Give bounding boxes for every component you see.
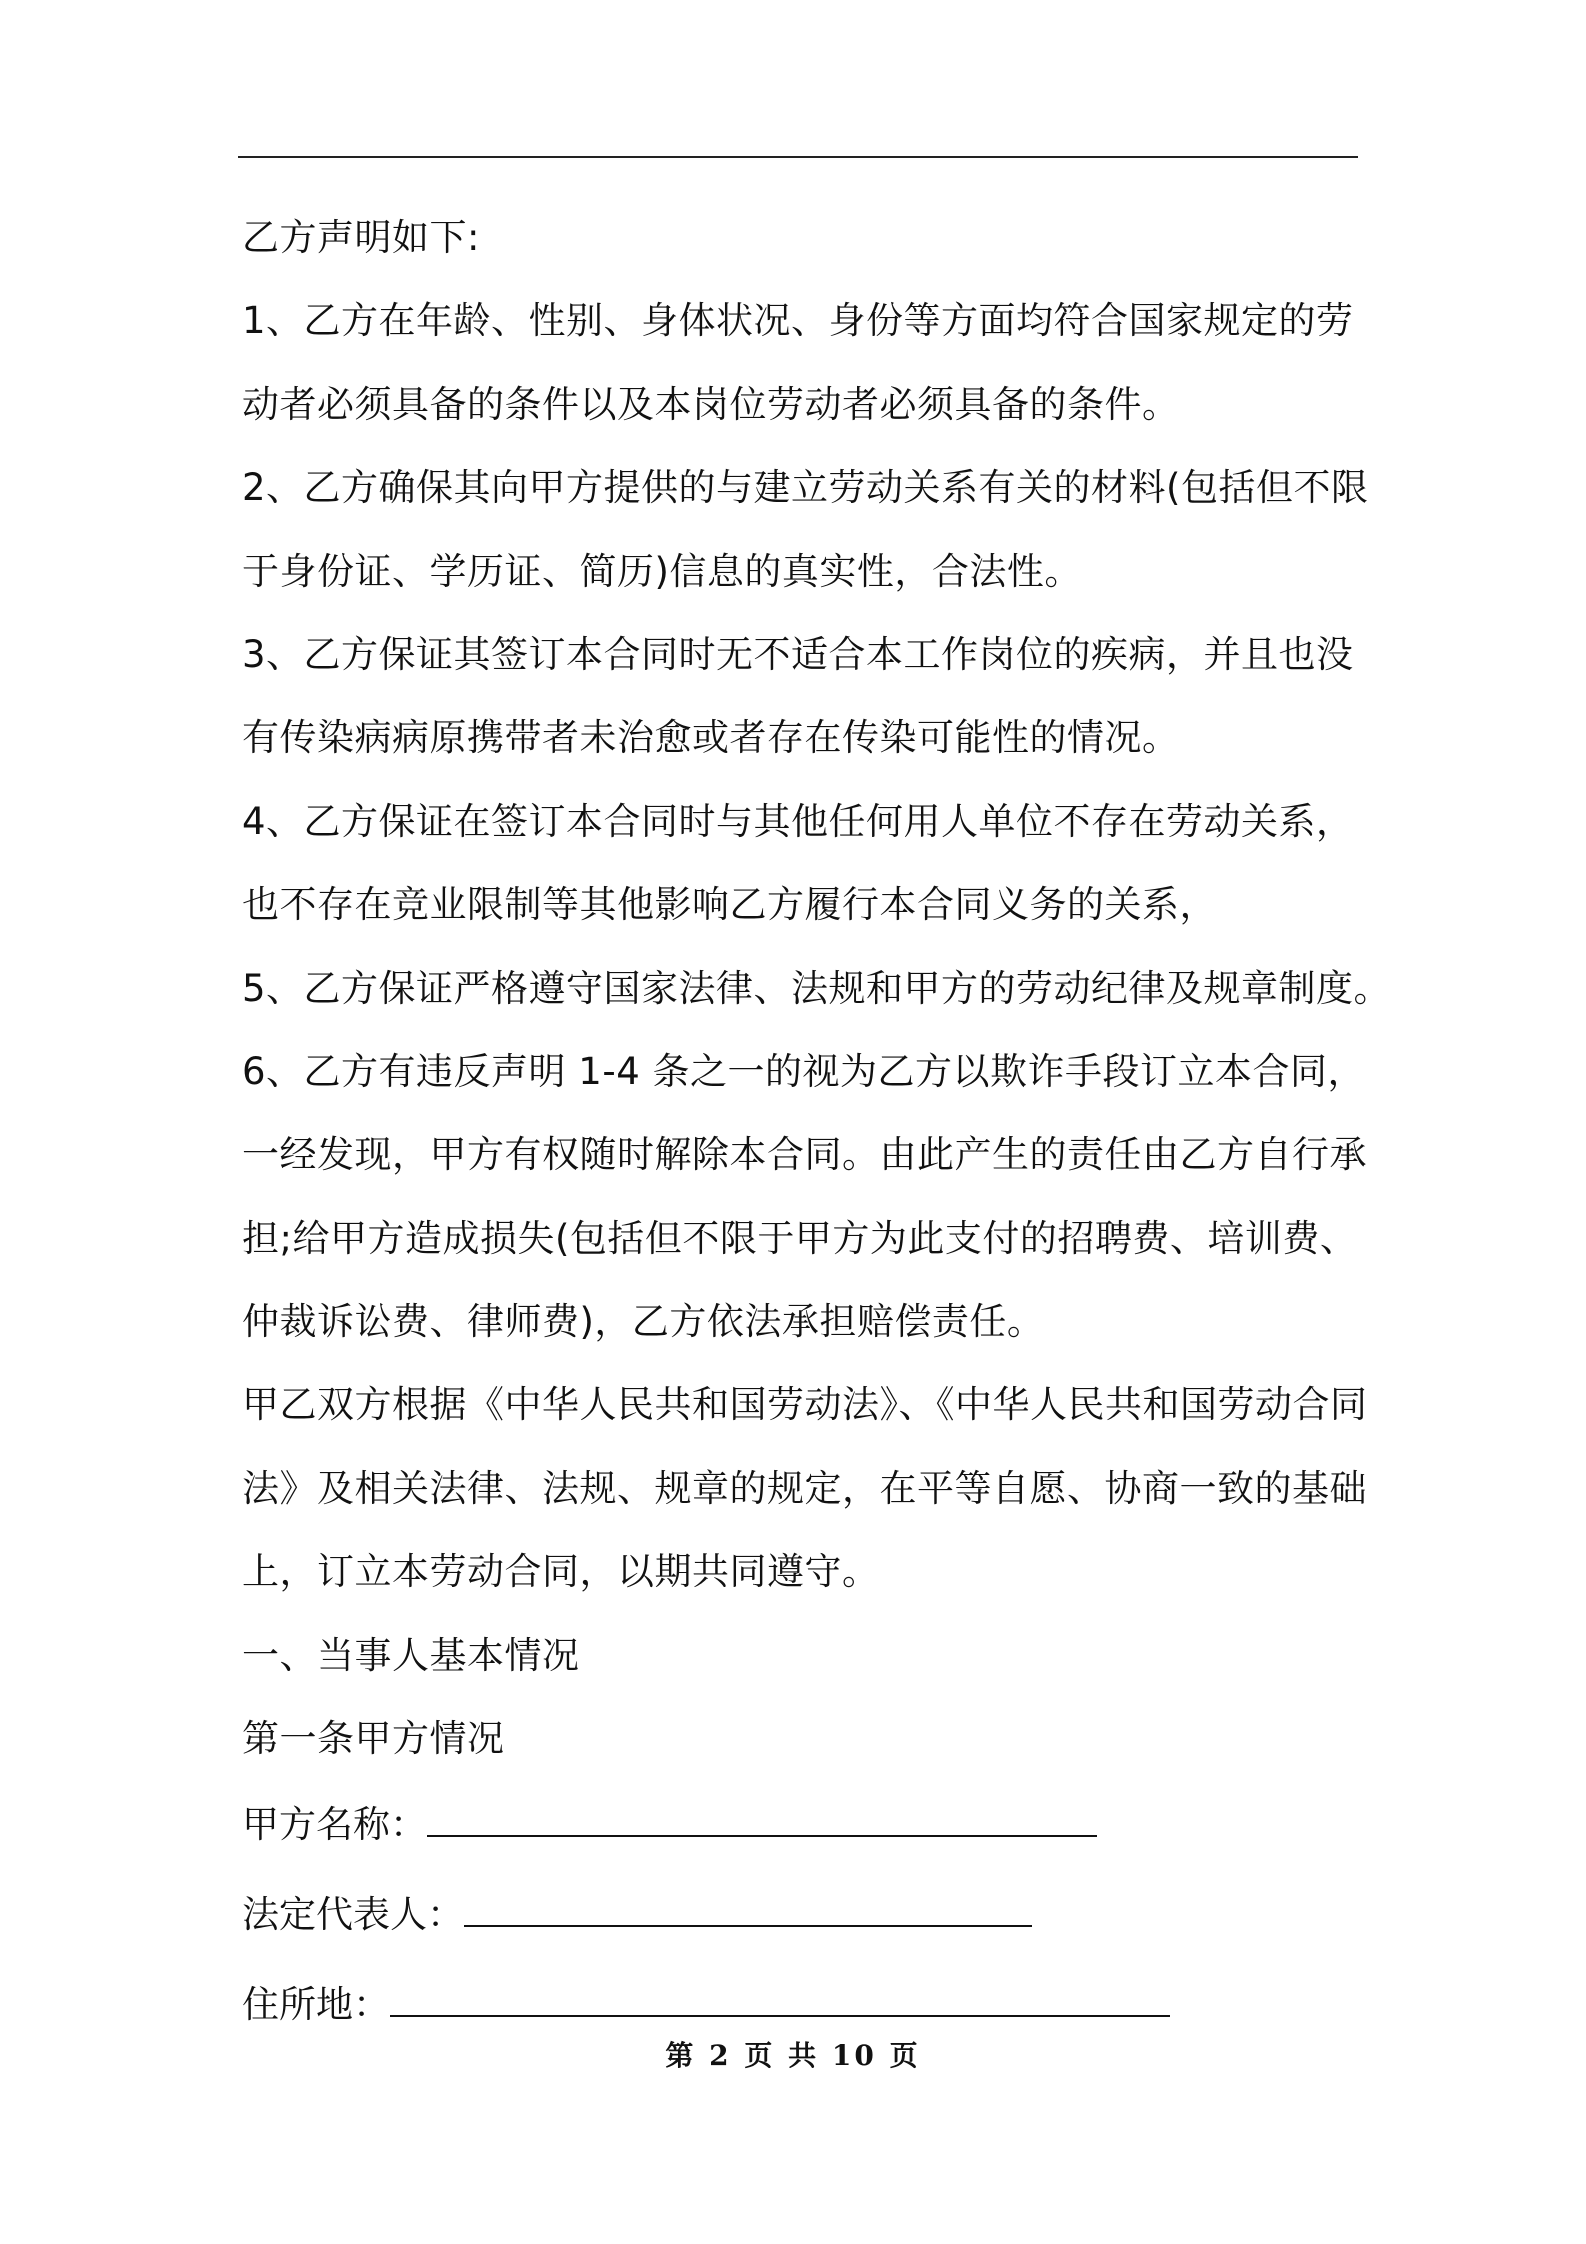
page-number: 第 2 页 共 10 页 (665, 2039, 921, 2072)
clause-6-line-3: 担;给甲方造成损失(包括但不限于甲方为此支付的招聘费、培训费、 (242, 1216, 1358, 1260)
legal-rep-row (242, 1870, 1372, 1960)
clause-1-line-1: 1、乙方在年龄、性别、身体状况、身份等方面均符合国家规定的劳 (242, 299, 1354, 343)
party-a-name-row (242, 1780, 1372, 1870)
clause-6-line-2: 一经发现，甲方有权随时解除本合同。由此产生的责任由乙方自行承 (242, 1133, 1367, 1177)
clause-6-line-4: 仲裁诉讼费、律师费)，乙方依法承担赔偿责任。 (242, 1300, 1045, 1344)
header-rule (238, 156, 1358, 158)
clause-4-line-1: 4、乙方保证在签订本合同时与其他任何用人单位不存在劳动关系， (242, 799, 1354, 843)
clause-3-line-2: 有传染病病原携带者未治愈或者存在传染可能性的情况。 (242, 716, 1180, 760)
clause-2-line-1: 2、乙方确保其向甲方提供的与建立劳动关系有关的材料(包括但不限 (242, 466, 1369, 510)
clause-2-line-2: 于身份证、学历证、简历)信息的真实性，合法性。 (242, 549, 1082, 593)
clause-1-line-2: 动者必须具备的条件以及本岗位劳动者必须具备的条件。 (242, 382, 1180, 426)
party-a-name-label: 甲方名称： (242, 1803, 427, 1847)
clause-5-line-1: 5、乙方保证严格遵守国家法律、法规和甲方的劳动纪律及规章制度。 (242, 966, 1392, 1010)
legal-rep-blank (464, 1895, 1032, 1927)
clause-3-line-1: 3、乙方保证其签订本合同时无不适合本工作岗位的疾病，并且也没 (242, 632, 1354, 676)
clause-6-line-1: 6、乙方有违反声明 1-4 条之一的视为乙方以欺诈手段订立本合同， (242, 1049, 1365, 1093)
legal-rep-label: 法定代表人： (242, 1893, 464, 1937)
preamble-line-2: 法》及相关法律、法规、规章的规定，在平等自愿、协商一致的基础 (242, 1466, 1367, 1510)
preamble-line-3: 上，订立本劳动合同，以期共同遵守。 (242, 1550, 880, 1594)
clause-4-line-2: 也不存在竞业限制等其他影响乙方履行本合同义务的关系， (242, 883, 1217, 927)
address-blank (390, 1985, 1170, 2017)
section-heading: 一、当事人基本情况 (242, 1633, 580, 1677)
address-label: 住所地： (242, 1983, 390, 2027)
declaration-heading: 乙方声明如下: (242, 216, 480, 259)
document-body (242, 196, 1392, 2050)
preamble-line-1: 甲乙双方根据《中华人民共和国劳动法》、《中华人民共和国劳动合同 (242, 1383, 1368, 1427)
article-heading: 第一条甲方情况 (242, 1717, 505, 1761)
party-a-name-blank (427, 1805, 1097, 1837)
